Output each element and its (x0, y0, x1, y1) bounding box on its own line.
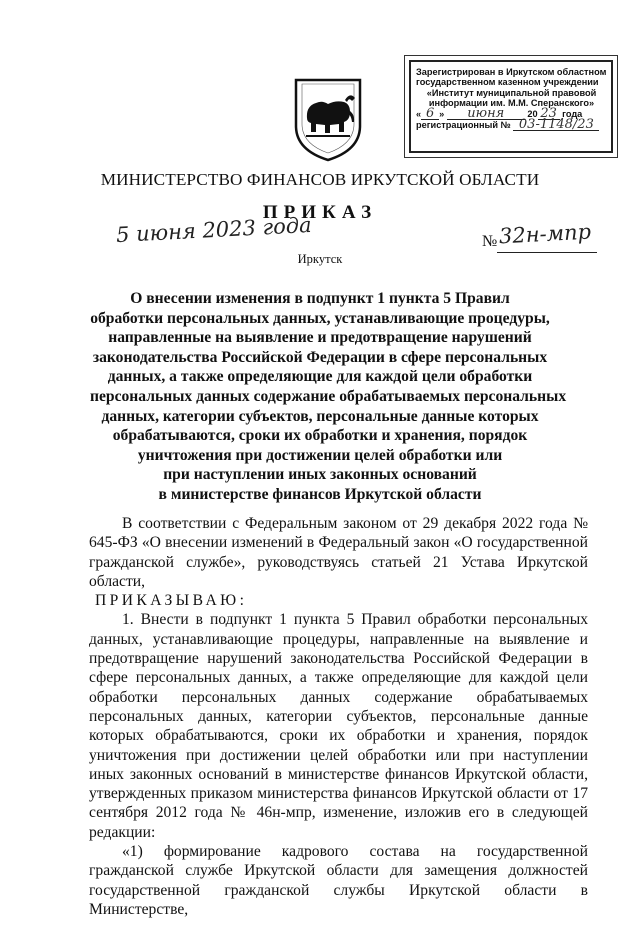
title-line: законодательства Российской Федерации в сфере персональных (92, 348, 548, 366)
ministry-name: МИНИСТЕРСТВО ФИНАНСОВ ИРКУТСКОЙ ОБЛАСТИ (100, 170, 540, 189)
title-line: уничтожения при достижении целей обработки или (137, 446, 503, 464)
preamble-paragraph: В соответствии с Федеральным законом от 29 декабря 2022 года № 645-ФЗ «О внесении изменений в Федеральный закон «О государственной гражданской службе», руководствуясь статьей 21 Устава Иркутской области, (89, 515, 588, 590)
quote-paragraph: «1) формирование кадрового состава на государственной гражданской службе Иркутской области для замещения должностей государственной гражданской службы Иркутской области в Министерстве, (89, 843, 588, 918)
handwritten-date: 5 июня 2023 года (115, 212, 313, 248)
document-type: ПРИКАЗ (262, 202, 378, 223)
stamp-reg-line (416, 117, 607, 133)
stamp-date-line: « 6 » июня 20 23 года (416, 105, 583, 121)
handwritten-number: 32н-мпр (498, 219, 592, 249)
title-line: данных, а также определяющие для каждой цели обработки (107, 368, 533, 386)
stamp-year-suffix: 23 (538, 109, 560, 120)
order-body (89, 514, 588, 919)
stamp-year-word: года (562, 108, 583, 119)
stamp-day: 6 (421, 109, 439, 120)
item-1-paragraph: 1. Внести в подпункт 1 пункта 5 Правил обработки персональных данных, устанавливающие процедуры, направленные на выявление и предотвращение нарушений законодательства Российской Федерации в сфере персональных данных, а также определяющие для каждой цели обработки персональных данных содержание обрабатываемых персональных данных, категории субъектов, персональные данные которых обрабатываются, сроки их обработки и хранения, порядок уничтожения при достижении целей обработки или при наступлении иных законных оснований в министерстве финансов Иркутской области, утвержденных приказом министерства финансов Иркутской области от 17 сентября 2012 года № 46н-мпр, изменение, изложив его в следующей редакции: (89, 611, 588, 841)
stamp-line: государственном казенном учреждении (416, 77, 599, 88)
title-line: О внесении изменения в подпункт 1 пункта 5 Правил (130, 290, 510, 307)
stamp-month: июня (447, 109, 525, 120)
coat-of-arms-emblem (292, 76, 364, 162)
order-title (90, 289, 567, 505)
stamp-line: Зарегистрирован в Иркутском областном (416, 67, 607, 77)
title-line: данных, категории субъектов, персональные данные которых (101, 407, 539, 425)
stamp-line: информации им. М.М. Сперанского» (428, 98, 595, 109)
number-label: № (482, 233, 498, 250)
city-name: Иркутск (297, 252, 343, 266)
title-line: направленные на выявление и предотвращение нарушений (108, 329, 532, 347)
stamp-line: «Институт муниципальной правовой (426, 87, 597, 98)
registration-stamp (409, 60, 613, 153)
title-line: обработки персональных данных, устанавливающие процедуры, (90, 309, 550, 327)
title-line: персональных данных содержание обрабатываемых персональных (90, 387, 567, 405)
title-line: при наступлении иных законных оснований (163, 466, 477, 484)
title-line: в министерстве финансов Иркутской области (158, 485, 482, 503)
title-line: обрабатываются, сроки их обработки и хранения, порядок (112, 427, 528, 445)
stamp-reg-label: регистрационный № (416, 120, 511, 131)
stamp-year-prefix: 20 (527, 108, 538, 119)
stamp-reg-number: 03-1148/23 (513, 120, 599, 131)
order-word: ПРИКАЗЫВАЮ: (95, 592, 248, 610)
